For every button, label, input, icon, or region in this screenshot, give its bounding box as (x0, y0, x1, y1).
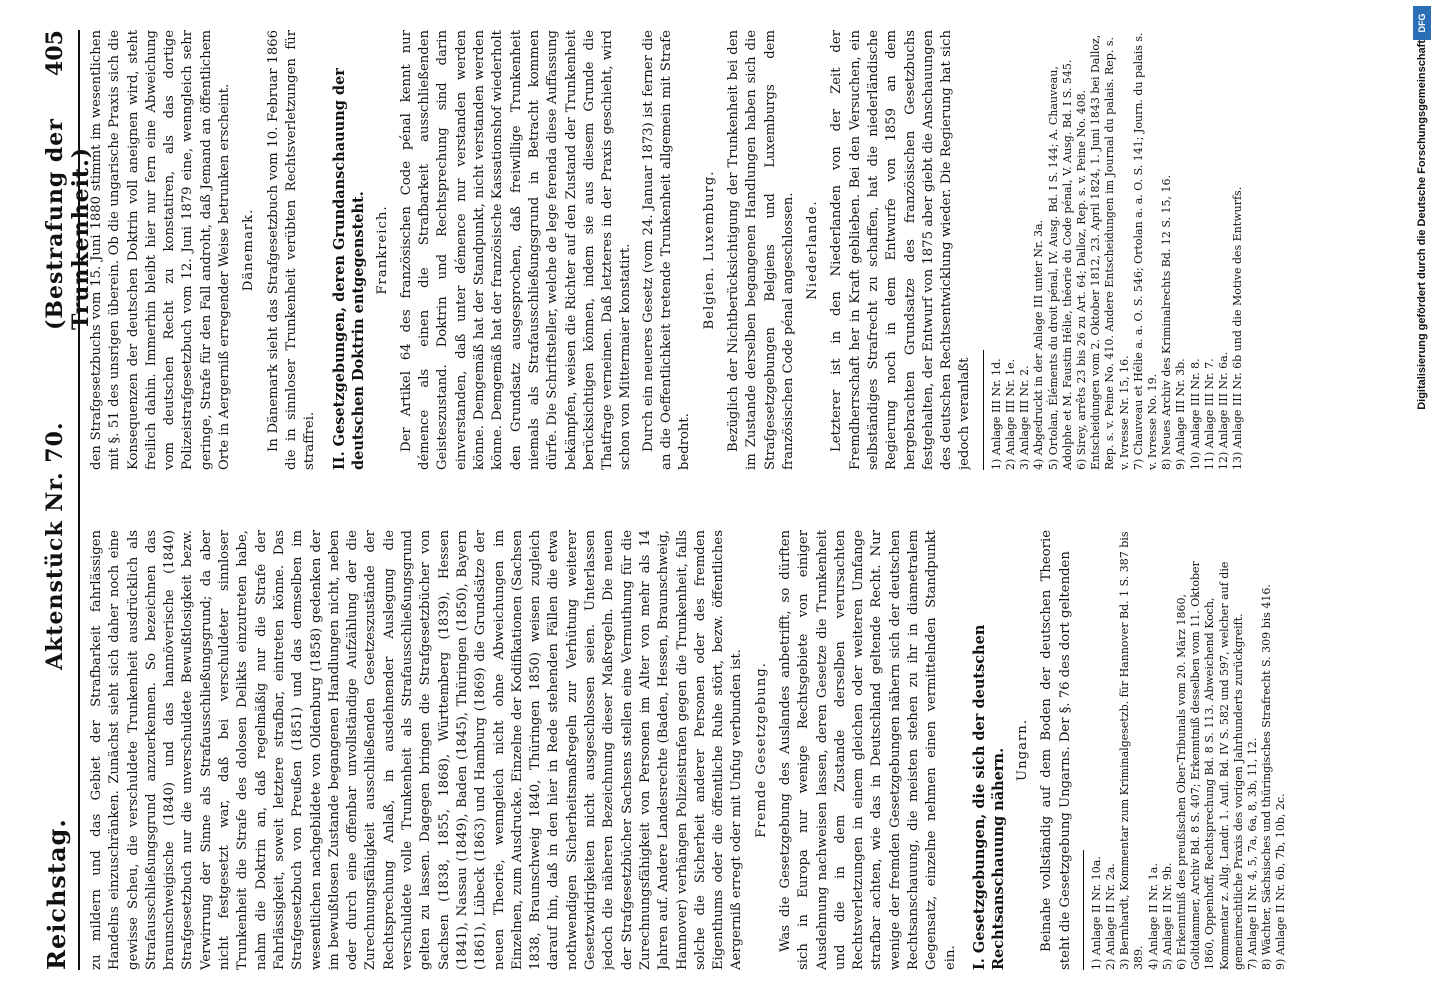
right-paragraph-4: Durch ein neueres Gesetz (vom 24. Januar 1873) ist ferner die an die Oeffentlichkeit tretende Trunkenheit allgemein mit Strafe bedroht. (640, 30, 693, 470)
footnote: 4) Anlage II Nr. 1a. (1146, 863, 1160, 970)
header-topic: (Bestrafung der Trunkenheit.) (42, 118, 94, 330)
footnote: 8) Wächter, Sächsisches und thüringisches Strafrecht S. 309 bis 416. (1260, 584, 1274, 970)
footnote: 9) Anlage II Nr. 6b, 7b, 10b, 2c. (1274, 793, 1288, 970)
heading-group-1: I. Gesetzgebungen, die sich der deutschen Rechtsanschauung nähern. (970, 624, 1007, 970)
footnote: 10) Anlage III Nr. 8. (1188, 358, 1202, 470)
right-paragraph-1: den Strafgesetzbuchs vom 15. Juni 1880 stimmt im wesentlichen mit §. 51 des unsrigen überein. Ob die ungarische Praxis sich die Konsequenzen der deutschen Doktrin voll aneignen wird, steht freilich dahin. Immerhin bleibt hier nur fern eine Abweichung vom deutschen Recht zu konstatiren, als das dortige Polizeistrafgesetzbuch vom 12. Juni 1879 eine, wenngleich sehr geringe, Strafe für den Fall androht, daß Jemand an öffentlichem Orte in Aergerniß erregender Weise betrunken erscheint. (89, 30, 233, 470)
footnote: 12) Anlage III Nr. 6a. (1217, 351, 1231, 470)
footnote: 11) Anlage III Nr. 7. (1202, 358, 1216, 470)
footnote-divider (983, 350, 984, 470)
footnote: 2) Anlage II Nr. 2a. (1104, 863, 1118, 970)
footnote: 1) Anlage II Nr. 10a. (1089, 856, 1103, 970)
country-belgien-luxemburg: Belgien. Luxemburg. (701, 170, 717, 330)
footnote: 13) Anlage III Nr. 6b und die Motive des Entwurfs. (1231, 186, 1245, 470)
footnote: 3) Anlage III Nr. 2. (1018, 365, 1032, 470)
header-aktenstueck: Aktenstück Nr. 70. (42, 421, 68, 670)
left-paragraph-1: zu mildern und das Gebiet der Strafbarkeit fahrlässigen Handelns einzuschränken. Zunächst sieht sich daher noch eine gewisse Scheu, die verschuldete Trunkenheit ausdrücklich als Strafausschließungsgrund anzuerkennen. So bezeichnen das braunschweigische (1840) und das hannöverische (1840) Strafgesetzbuch nur die unverschuldete Bewußtlosigkeit bezw. Verwirrung der Sinne als Strafausschließungsgrund; da aber nicht festgesetzt war, daß bei verschuldeter sinnloser Trunkenheit die Strafe des dolosen Delikts einzutreten habe, nahm die Doktrin an, daß regelmäßig nur die Strafe der Fahrlässigkeit, soweit letztere strafbar, eintreten könne. Das Strafgesetzbuch von Preußen (1851) und das demselben im wesentlichen nachgebildete von Oldenburg (1858) gedenken der im bewußtlosen Zustande begangenen Handlungen nicht, neben oder durch eine offenbar unvollständige Aufzählung der die Zurechnungsfähigkeit ausschließenden Gesetzeszustände der Rechtsprechung Anlaß, in ausdehnender Auslegung die verschuldete volle Trunkenheit als Strafausschließungsgrund gelten zu lassen. Dagegen bringen die Strafgesetzbücher von Sachsen (1838, 1855, 1868), Württemberg (1839), Hessen (1841), Nassau (1849), Baden (1845), Thüringen (1850), Bayern (1861), Lübeck (1863) und Hamburg (1869) die Grundsätze der neuen Theorie, wenngleich nicht ohne Abweichungen im Einzelnen, zum Ausdrucke. Einzelne der Kodifikationen (Sachsen 1838, Braunschweig 1840, Thüringen 1850) weisen zugleich darauf hin, daß in den hier in Rede stehenden Fällen die etwa nothwendigen Sicherheitsmaßregeln zur Verhütung weiterer Gesetzwidrigkeiten nicht ausgeschlossen seien. Unterlassen jedoch die näheren Bezeichnung dieser Maßregeln. Die neuen der Strafgesetzbücher Sachsens stellen eine Vermuthung für die Zurechnungsfähigkeit von Personen im Alter von mehr als 14 Jahren auf. Andere Landesrechte (Baden, Hessen, Braunschweig, Hannover) verhängen Polizeistrafen gegen die Trunkenheit, falls solche die Sicherheit anderer Personen oder des fremden Eigenthums oder die öffentliche Ruhe stört, bezw. öffentliches Aergerniß erregt oder mit Unfug verbunden ist. (89, 530, 745, 970)
left-paragraph-3: Beinahe vollständig auf dem Boden der deutschen Theorie steht die Gesetzgebung Ungarns. Der §. 76 des dort geltenden (1039, 530, 1073, 970)
right-paragraph-5: Bezüglich der Nichtberücksichtigung der Trunkenheit bei den im Zustande derselben begangenen Handlungen haben sich die Strafgesetzgebungen Belgiens und Luxemburgs dem französischen Code pénal angeschlossen. (725, 30, 796, 470)
footnote: 7) Anlage II Nr. 4, 5, 7a, 6a, 8, 3b, 11, 12. (1246, 737, 1260, 970)
country-frankreich: Frankreich. (374, 205, 390, 295)
right-paragraph-3: Der Artikel 64 des französischen Code pénal kennt nur démence als einen die Strafbarkeit ausschließenden Geisteszustand. Doktrin und Rechtsprechung sind darin einverstanden, daß unter démence nur verstanden werden könne. Demgemäß hat der Standpunkt, nicht verstanden werden könne. Demgemäß hat der französische Kassationshof wiederholt den Grundsatz ausgesprochen, daß freiwillige Trunkenheit niemals als Strafausschließungsgrund in Betracht kommen dürfe. Die Schriftsteller, welche de lege ferenda diese Auffassung bekämpfen, weisen die Richter auf den Zustand der Trunkenheit berücksichtigen können, indem sie aus diesem Grunde die Thatfrage verneinen. Daß letzteres in der Praxis geschieht, wird schon von Mittermaier konstatirt. (398, 30, 634, 470)
page-header (38, 30, 94, 970)
country-ungarn: Ungarn. (1014, 719, 1030, 781)
heading-group-2: II. Gesetzgebungen, deren Grundanschauung der deutschen Doktrin entgegensteht. (330, 68, 367, 470)
right-paragraph-6: Letzterer ist in den Niederlanden von der Zeit der Fremdherrschaft her in Kraft geblieben. Bei den Versuchen, ein selbständiges Strafrecht zu schaffen, hat die niederländische Regierung noch in dem Entwurfe von 1859 an dem hergebrachten Grundsatze des französischen Gesetzbuchs festgehalten, der Entwurf von 1875 aber giebt die Anschauungen des deutschen Rechtsentwicklung wieder. Die Regierung hat sich jedoch veranlaßt (829, 30, 973, 470)
right-paragraph-2: In Dänemark sieht das Strafgesetzbuch vom 10. Februar 1866 die in sinnloser Trunkenheit verübten Rechtsverletzungen für straffrei. (265, 30, 318, 470)
left-paragraph-2: Was die Gesetzgebung des Auslandes anbetrifft, so dürften sich in Europa nur wenige Rechtsgebiete von einiger Ausdehnung nachweisen lassen, deren Gesetze die Trunkenheit und die in dem Zustande derselben verursachten Rechtsverletzungen in einem gleichen oder weiteren Umfange strafbar achten, wie das in Deutschland geltende Recht. Nur wenige der fremden Gesetzgebungen nähern sich der deutschen Rechtsanschauung, die meisten stehen zu ihr in diametralem Gegensatz, einzelne nehmen einen vermittelnden Standpunkt ein. (777, 530, 958, 970)
section-title-foreign: Fremde Gesetzgebung. (753, 662, 769, 838)
page-number: 405 (42, 30, 68, 76)
footnote: 4) Abgedruckt in der Anlage III unter Nr. 3a. (1032, 219, 1046, 470)
rotated-page (8, 0, 1388, 1000)
footnote: 3) Bernhardt, Kommentar zum Kriminalgesetzb. für Hannover Bd. 1 S. 387 bis 389. (1118, 531, 1146, 970)
footnote: 5) Ortolan, Éléments du droit pénal, IV. Ausg. Bd. I S. 144; A. Chauveau, Adolphe et M. Faustin Hélie, théorie du Code pénal, V. Ausg. Bd. I S. 545. (1046, 59, 1074, 470)
footnote: 6) Sirey, arrêts 23 bis 26 zu Art. 64; Dalloz, Rep. s. v. Peine No. 408. Entscheidungen vom 2. Oktober 1812, 23. April 1824, 1. Juni 1843 bei Dalloz, Rep. s. v. Peine No. 410. Andere Entscheidungen im Journal du palais. Rep. s. v. Ivresse Nr. 15, 16. (1074, 34, 1131, 470)
country-niederlande: Niederlande. (805, 200, 821, 300)
footnote: 9) Anlage III Nr. 3b. (1174, 358, 1188, 470)
footnote: 2) Anlage III Nr. 1e. (1003, 358, 1017, 470)
digitization-credit: Digitalisierung gefördert durch die Deutsche Forschungsgemeinschaft (1416, 40, 1428, 410)
right-column (88, 30, 1348, 470)
footnote: 7) Chauveau et Hélie a. a. O. S. 546; Ortolan a. a. O. S. 141; Journ. du palais s. v. Ivresse No. 19. (1131, 32, 1159, 470)
footnote-divider (1083, 850, 1084, 970)
digitization-credit-strip (1412, 0, 1432, 1000)
dfg-logo-text: DFG (1417, 13, 1427, 33)
footnote: 8) Neues Archiv des Kriminalrechts Bd. 12 S. 15, 16. (1160, 175, 1174, 470)
header-reichstag: Reichstag. (42, 818, 71, 970)
footnote: 6) Erkenntniß des preußischen Ober-Tribunals vom 20. März 1860, Goltdammer, Archiv Bd. 8 S. 407; Erkenntniß desselben vom 11. Oktober 1860, Oppenhoff, Rechtsprechung Bd. 8 S. 113. Abweichend Koch, Kommentar z. Allg. Landr. 1. Aufl. Bd. IV S. 582 und 597, welcher auf die gemeinrechtliche Praxis des vorigen Jahrhunderts zurückgreift. (1175, 561, 1245, 970)
footnote: 5) Anlage II Nr. 9b. (1160, 862, 1174, 970)
country-daenemark: Dänemark. (241, 208, 257, 292)
left-column (88, 530, 1348, 970)
footnote: 1) Anlage III Nr. 1d. (989, 358, 1003, 470)
